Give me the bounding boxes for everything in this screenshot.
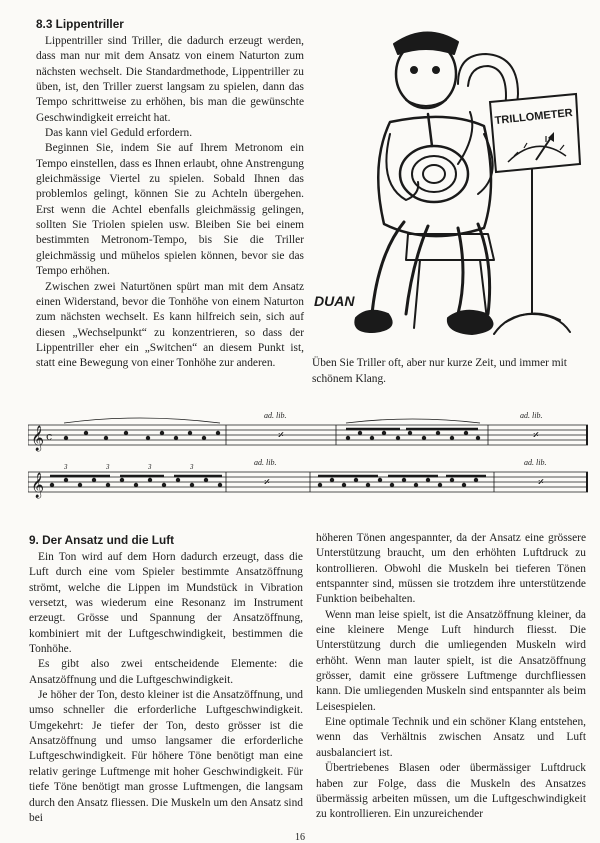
paragraph: Je höher der Ton, desto kleiner ist die Ansatzöffnung, und umso schneller die erforderliche Luftgeschwindigkeit. Umgekehrt: Je tiefer der Ton, desto grösser ist die Ansatzöffnung und umso langsamer die erforderliche Luftgeschwindigkeit. Für höhere Töne benötigt man eine relativ geringe Luftmenge mit hoher Geschwindigkeit. Für tiefe Töne benötigt man grosse Luftmengen, die langsam durch den Ansatz fliessen. Die Muskeln um den Ansatz sind bei — [29, 689, 303, 824]
paragraph: Es gibt also zwei entscheidende Elemente: die Ansatzöffnung und die Luftgeschwindigkeit. — [29, 658, 303, 686]
illustration-caption: Üben Sie Triller oft, aber nur kurze Zeit, und immer mit schönem Klang. — [312, 357, 567, 385]
paragraph: Das kann viel Geduld erfordern. — [45, 127, 193, 140]
svg-text:c: c — [46, 430, 53, 443]
paragraph: Lippentriller sind Triller, die dadurch erzeugt werden, dass man nur mit dem Ansatz von einem Naturton zum nächsten wechselt. Die Standardmethode, Lippentriller zu üben, ist, den Triller zuerst langsam zu spielen, dann das Tempo schrittweise zu erhöhen, bis man die gewünschte Geschwindigkeit erreicht hat. — [36, 35, 304, 124]
svg-text:𝄎: 𝄎 — [533, 428, 539, 442]
paragraph: Wenn man leise spielt, ist die Ansatzöffnung kleiner, da eine kleinere Menge Luft hindurch fliesst. Die Unterstützung durch die umliegenden Muskeln wird erhöht. Wenn man lauter spielt, ist die Ansatzöffnung grösser, damit eine grössere Luftmenge durchfliessen kann. Die umliegenden Muskeln sind entspannter als beim Leisespielen. — [316, 608, 586, 713]
svg-text:𝄎: 𝄎 — [538, 475, 544, 489]
svg-text:𝄞: 𝄞 — [31, 473, 45, 498]
section-ansatz-luft-continued — [316, 531, 586, 823]
music-staff-1 — [28, 411, 590, 455]
section-lippentriller — [36, 17, 304, 372]
adlib-marking: ad. lib. — [254, 458, 277, 467]
music-staff-2 — [28, 458, 590, 502]
paragraph: Eine optimale Technik und ein schöner Klang entstehen, wenn das Verhältnis zwischen Ansatz und Luft ausbalanciert ist. — [316, 716, 586, 759]
svg-text:3: 3 — [148, 463, 152, 471]
paragraph: höheren Tönen angespannter, da der Ansatz eine grössere Unterstützung braucht, um den erhöhten Luftdruck zu kontrollieren. Obwohl die Muskeln bei tieferen Tönen entspannter sind, müssen sie trotzdem ihre unterstützende Funktion beibehalten. — [316, 532, 586, 606]
section-heading: 9. Der Ansatz und die Luft — [29, 533, 175, 547]
trillometer-sign — [490, 94, 580, 172]
paragraph: Zwischen zwei Naturtönen spürt man mit dem Ansatz einen Widerstand, bevor die Tonhöhe von einem Naturton zum nächsten wechselt. Es kann hilfreich sein, sich auf diesen „Wechselpunkt“ zu konzentrieren, so dass der Lippentriller eher ein „Switchen“ an diesem Punkt ist, statt eine Bewegung von einer Tonhöhe zur anderen. — [36, 280, 304, 370]
section-ansatz-luft — [29, 533, 303, 826]
staff-notation — [28, 458, 590, 502]
svg-text:3: 3 — [64, 463, 68, 471]
svg-text:𝄎: 𝄎 — [264, 475, 270, 489]
horn-player-cartoon — [308, 14, 592, 346]
paragraph: Ein Ton wird auf dem Horn dadurch erzeugt, dass die Luft durch eine vom Spieler bestimmte Ansatzöffnung strömt, welche die Lippen im Mundstück in Vibration versetzt, was wiederum eine Resonanz im Instrument erzeugt. Grösse und Spannung der Ansatzöffnung, kombiniert mit der Luftgeschwindigkeit, bestimmen die Tonhöhe. — [29, 551, 303, 656]
trillometer-label: TRILLOMETER — [494, 106, 574, 128]
artist-signature: DUAN — [314, 293, 355, 309]
svg-text:3: 3 — [106, 463, 110, 471]
page-number: 16 — [295, 832, 305, 843]
adlib-marking: ad. lib. — [520, 411, 543, 420]
staff-notation — [28, 411, 590, 455]
svg-text:𝄎: 𝄎 — [278, 428, 284, 442]
paragraph: Beginnen Sie, indem Sie auf Ihrem Metronom ein Tempo einstellen, dass es Ihnen erlaubt, ohne Anstrengung gleichmässige Viertel zu spielen. Sobald Ihnen das problemlos gelingt, können Sie zu Achteln übergehen. Erst wenn die Achtel ebenfalls gleichmässig gelingen, sollten Sie Triolen spielen usw. Bleiben Sie bei einem bestimmten Metronom-Tempo, bis Sie die Triller gleichmässig und mühelos spielen können, bevor sie das Tempo erhöhen. — [36, 142, 304, 278]
svg-text:𝄞: 𝄞 — [31, 426, 45, 451]
paragraph: Übertriebenes Blasen oder übermässiger Luftdruck haben zur Folge, dass die Muskeln des Ansatzes übermässig arbeiten müssen, um die Luftgeschwindigkeit zu kontrollieren. Ein unzureichender — [316, 762, 586, 821]
section-heading: 8.3 Lippentriller — [36, 17, 124, 31]
adlib-marking: ad. lib. — [524, 458, 547, 467]
adlib-marking: ad. lib. — [264, 411, 287, 420]
svg-text:3: 3 — [190, 463, 194, 471]
